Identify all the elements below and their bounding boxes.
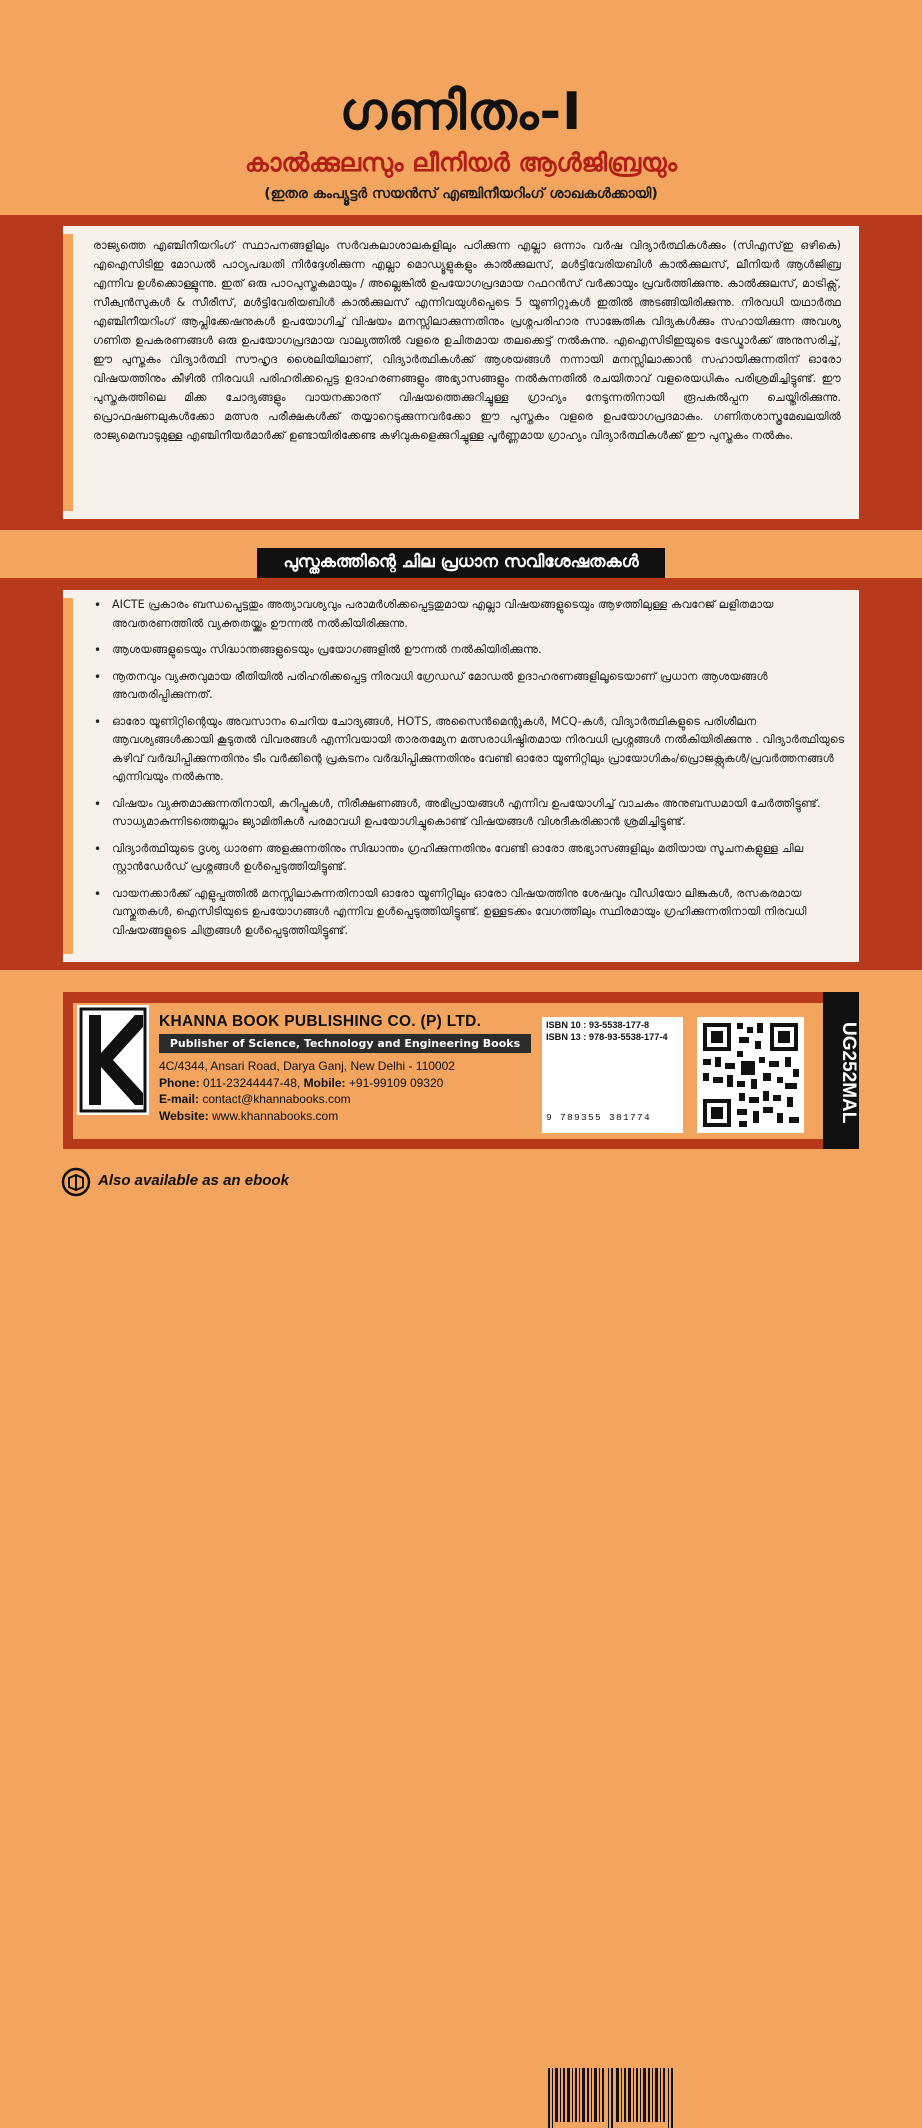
feature-item	[94, 596, 850, 633]
features-list	[94, 596, 850, 948]
email-label: E-mail:	[159, 1092, 200, 1106]
mobile-value: +91-99109 09320	[348, 1075, 444, 1090]
bullet-icon: •	[94, 714, 102, 729]
bullet-icon: •	[94, 643, 102, 657]
bullet-icon: •	[94, 796, 102, 811]
feature-text: വായനക്കാർക്ക് എളുപ്പത്തിൽ മനസ്സിലാകുന്നതിനായി ഓരോ യൂണിറ്റിലും ഓരോ വിഷയത്തിനു ശേഷവും വീഡിയോ ലിങ്കുകൾ, രസകരമായ വസ്തുതകൾ, ഐസിടിയുടെ ഉപയോഗങ്ങൾ എന്നിവ ഉൾപ്പെടുത്തിയിട്ടുണ്ട്. ഉള്ളടക്കം വേഗത്തിലും സ്ഥിരമായും ഗ്രഹിക്കുന്നതിനായി നിരവധി വിഷയങ്ങളുടെ ചിത്രങ്ങൾ ഉൾപ്പെടുത്തിയിട്ടുണ്ട്.	[112, 886, 807, 937]
publisher-name: KHANNA BOOK PUBLISHING CO. (P) LTD.	[159, 1013, 482, 1030]
phone-value: 011-23244447-48,	[203, 1075, 301, 1090]
feature-item	[94, 668, 850, 705]
publisher-email-line	[159, 1091, 455, 1108]
bullet-icon: •	[94, 886, 102, 901]
features-heading: പുസ്തകത്തിന്റെ ചില പ്രധാന സവിശേഷതകൾ	[257, 548, 664, 578]
publisher-tagline: Publisher of Science, Technology and Engineering Books	[159, 1034, 531, 1053]
features-heading-wrap	[0, 548, 922, 578]
book-title: ഗണിതം-I	[339, 82, 583, 142]
bullet-icon: •	[94, 841, 102, 856]
feature-item	[94, 641, 850, 660]
book-code: UG252MAL	[838, 1021, 859, 1124]
feature-item	[94, 795, 850, 832]
feature-item	[94, 885, 850, 941]
email-value[interactable]: contact@khannabooks.com	[202, 1092, 351, 1106]
barcode-icon	[546, 2068, 678, 2128]
website-label: Website:	[159, 1108, 209, 1123]
book-subtitle-audience: (ഇതര കംപ്യൂട്ടർ സയൻസ് എഞ്ചിനീയറിംഗ് ശാഖകൾക്കായി)	[264, 186, 658, 202]
feature-text: നൂതനവും വ്യക്തവുമായ രീതിയിൽ പരിഹരിക്കപ്പെട്ട നിരവധി ഗ്രേഡഡ് മോഡൽ ഉദാഹരണങ്ങളിലൂടെയാണ് പ്രധാന ആശയങ്ങൾ അവതരിപ്പിക്കുന്നത്.	[112, 669, 768, 701]
qr-code-icon[interactable]	[697, 1017, 804, 1133]
bullet-icon: •	[94, 598, 102, 612]
feature-item	[94, 713, 850, 787]
publisher-address: 4C/4344, Ansari Road, Darya Ganj, New Delhi - 110002	[159, 1059, 455, 1073]
publisher-phone-line	[159, 1075, 455, 1092]
isbn10: ISBN 10 : 93-5538-177-8	[546, 1020, 650, 1030]
feature-item	[94, 840, 850, 877]
feature-text: AICTE പ്രകാരം ബന്ധപ്പെട്ടതും അത്യാവശ്യവും പരാമർശിക്കപ്പെട്ടതുമായ എല്ലാ വിഷയങ്ങളുടെയും ആഴത്തിലുള്ള കവറേജ് ലളിതമായ അവതരണത്തിൽ വ്യക്തതയ്ക്കും ഊന്നൽ നൽകിയിരിക്കുന്നു.	[112, 598, 774, 630]
feature-text: ഓരോ യൂണിറ്റിന്റെയും അവസാനം ചെറിയ ചോദ്യങ്ങൾ, HOTS, അസൈൻമെന്റുകൾ, MCQ-കൾ, വിദ്യാർത്ഥികളുടെ പരിശീലന ആവശ്യങ്ങൾക്കായി കൂടുതൽ വിവരങ്ങൾ എന്നിവയായി താരതമ്യേന മത്സരാധിഷ്ഠിതമായ നിരവധി പ്രശ്നങ്ങൾ നൽകിയിരിക്കുന്നു . വിദ്യാർത്ഥിയുടെ കഴിവ് വർദ്ധിപ്പിക്കുന്നതിനും ടീം വർക്കിന്റെ പ്രകടനം വർദ്ധിപ്പിക്കുന്നതിനും വേണ്ടി ഓരോ യൂണിറ്റിലും പ്രായോഗികം/പ്രൊജക്റ്റുകൾ/പ്രവർത്തനങ്ങൾ എന്നിവയും നൽകുന്നു.	[112, 714, 845, 783]
feature-text: ആശയങ്ങളുടെയും സിദ്ധാന്തങ്ങളുടെയും പ്രയോഗങ്ങളിൽ ഊന്നൽ നൽകിയിരിക്കുന്നു.	[112, 643, 542, 656]
website-value[interactable]: www.khannabooks.com	[212, 1108, 339, 1123]
description-accent-bar	[63, 234, 73, 511]
barcode-number: 9 789355 381774	[546, 1112, 652, 1123]
publisher-contact	[159, 1058, 455, 1124]
isbn13: ISBN 13 : 978-93-5538-177-4	[546, 1032, 668, 1042]
publisher-website-line	[159, 1108, 455, 1125]
ebook-icon	[61, 1167, 91, 1197]
book-subtitle: കാൽക്കുലസും ലീനിയർ ആൾജിബ്രയും	[244, 148, 678, 177]
features-accent-bar	[63, 598, 73, 954]
feature-text: വിഷയം വ്യക്തമാക്കുന്നതിനായി, കുറിപ്പുകൾ, നിരീക്ഷണങ്ങൾ, അഭിപ്രായങ്ങൾ എന്നിവ ഉപയോഗിച്ച് വാചകം അനുബന്ധമായി ചേർത്തിട്ടുണ്ട്. സാധ്യമാകുന്നിടത്തെല്ലാം ജ്യാമിതികൾ പരമാവധി ഉപയോഗിച്ചുകൊണ്ട് വിഷയങ്ങൾ വിശദീകരിക്കാൻ ശ്രമിച്ചിട്ടുണ്ട്.	[112, 796, 821, 828]
mobile-label: Mobile:	[303, 1075, 346, 1090]
phone-label: Phone:	[159, 1075, 200, 1090]
isbn-box	[542, 1017, 683, 1133]
feature-text: വിദ്യാർത്ഥിയുടെ ദൃശ്യ ധാരണ അളക്കുന്നതിനും സിദ്ധാന്തം ഗ്രഹിക്കുന്നതിനും വേണ്ടി ഓരോ അഭ്യാസങ്ങളിലും മതിയായ സൂചനകളുള്ള ചില സ്റ്റാൻഡേർഡ് പ്രശ്നങ്ങൾ ഉൾപ്പെടുത്തിയിട്ടുണ്ട്.	[112, 841, 804, 873]
publisher-logo-icon	[77, 1005, 149, 1115]
ebook-note: Also available as an ebook	[98, 1172, 289, 1189]
book-description: രാജ്യത്തെ എഞ്ചിനീയറിംഗ് സ്ഥാപനങ്ങളിലും സർവകലാശാലകളിലും പഠിക്കുന്ന എല്ലാ ഒന്നാം വർഷ വിദ്യാർത്ഥികൾക്കും (സിഎസ്ഇ ഒഴികെ) എഐസിടിഇ മോഡൽ പാഠ്യപദ്ധതി നിർദ്ദേശിക്കുന്ന എല്ലാ മൊഡ്യൂളുകളും കാൽക്കുലസ്, മൾട്ടിവേരിയബിൾ കാൽക്കുലസ്, ലീനിയർ ആൾജിബ്ര എന്നിവ ഉൾക്കൊള്ളുന്നു. ഇത് ഒരു പാഠപുസ്തകമായും / അല്ലെങ്കിൽ ഉപയോഗപ്രദമായ റഫറൻസ് വർക്കായും പ്രവർത്തിക്കുന്നു. കാൽക്കുലസ്, മാട്രിക്സ്, സീക്വൻസുകൾ & സീരീസ്, മൾട്ടിവേരിയബിൾ കാൽക്കുലസ് എന്നിവയുൾപ്പെടെ 5 യൂണിറ്റുകൾ ഇതിൽ അടങ്ങിയിരിക്കുന്നു. നിരവധി യഥാർത്ഥ എഞ്ചിനീയറിംഗ് ആപ്ലിക്കേഷനുകൾ ഉപയോഗിച്ച് വിഷയം മനസ്സിലാക്കുന്നതിനും പ്രശ്നപരിഹാര സാങ്കേതിക വിദ്യകൾക്കും സഹായിക്കുന്ന അവശ്യ ഗണിത ഉപകരണങ്ങൾ ഒരു ഉപയോഗപ്രദമായ വാല്യത്തിൽ വളരെ ഉചിതമായ തലക്കെട്ട് നൽകുന്നു. എഐസിടിഇയുടെ ട്രേഡ്മാർക്ക് അനുസരിച്ച്, ഈ പുസ്തകം വിദ്യാർത്ഥി സൗഹൃദ ശൈലിയിലാണ്, വിദ്യാർത്ഥികൾക്ക് ആശയങ്ങൾ നന്നായി മനസ്സിലാക്കാൻ സഹായിക്കുന്നതിന് ഓരോ വിഷയത്തിനും കീഴിൽ നിരവധി പരിഹരിക്കപ്പെട്ട ഉദാഹരണങ്ങളും അഭ്യാസങ്ങളും നൽകുന്നതിൽ രചയിതാവ് വളരെയധികം പരിശ്രമിച്ചിട്ടുണ്ട്. ഈ പുസ്തകത്തിലെ മിക്ക ചോദ്യങ്ങളും വായനക്കാരന് വിഷയത്തെക്കുറിച്ചുള്ള ഗ്രാഹ്യം നേടുന്നതിനായി രൂപകൽപ്പന ചെയ്തിരിക്കുന്നു. പ്രൊഫഷണലുകൾക്കോ മത്സര പരീക്ഷകൾക്ക് തയ്യാറെടുക്കുന്നവർക്കോ ഈ പുസ്തകം വളരെ ഉപയോഗപ്രദമാകും. ഗണിതശാസ്ത്രമേഖലയിൽ രാജ്യമെമ്പാടുമുള്ള എഞ്ചിനീയർമാർക്ക് ഉണ്ടായിരിക്കേണ്ട കഴിവുകളെക്കുറിച്ചുള്ള പൂർണ്ണമായ ഗ്രാഹ്യം വിദ്യാർത്ഥികൾക്ക് ഈ പുസ്തകം നൽകും.	[93, 239, 841, 442]
bullet-icon: •	[94, 669, 102, 684]
